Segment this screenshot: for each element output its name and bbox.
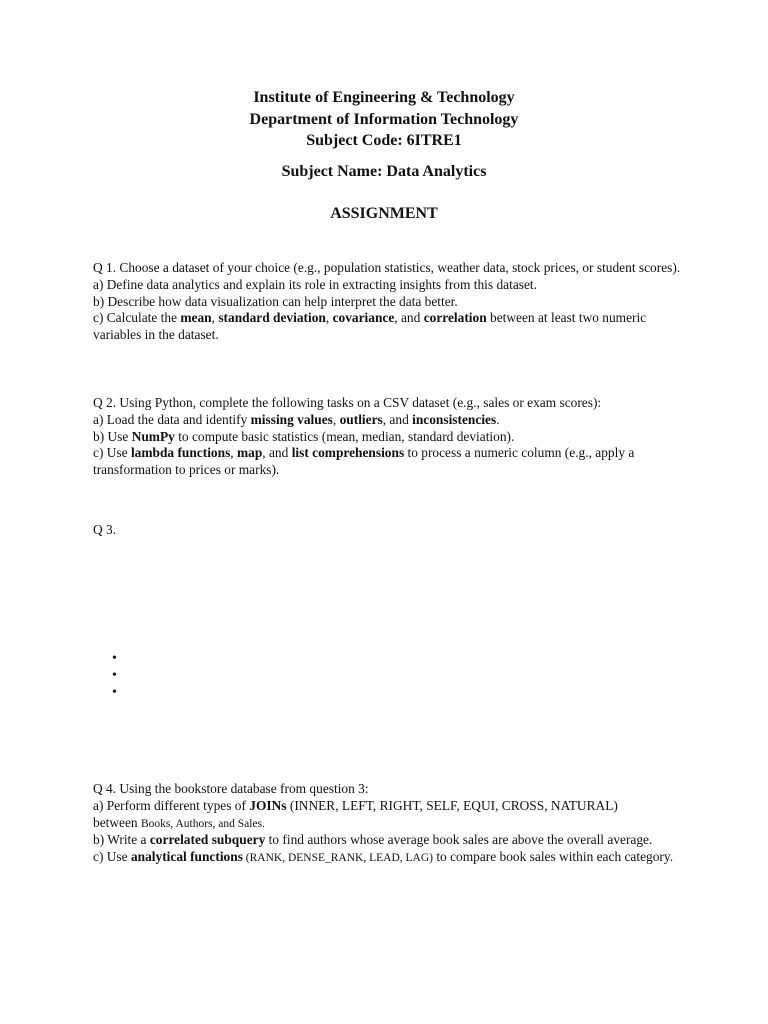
department-title: Department of Information Technology [249,111,519,128]
q4c-analytical-functions: analytical functions [130,849,243,865]
q2b-suffix: to compute basic statistics (mean, median, standard deviation). [174,428,515,444]
q4c-prefix: c) Use [93,849,131,865]
question-1-part-b: b) Describe how data visualization can help interpret the data better. [93,293,458,309]
q1c-cov: covariance [332,310,395,326]
question-3-bullet-list [112,650,117,701]
question-2-part-c [93,445,683,479]
question-4 [93,781,683,867]
q4c-functions: (RANK, DENSE_RANK, LEAD, LAG) [242,852,433,865]
q2a-sep2: , and [382,411,413,427]
q2a-prefix: a) Load the data and identify [93,411,251,427]
q4b-correlated-subquery: correlated subquery [149,832,266,848]
question-1 [93,260,683,344]
question-4-part-c [93,849,683,867]
q2a-missing: missing values [250,411,333,427]
q1c-sep3: , and [394,310,424,326]
q1c-mean: mean [180,310,212,326]
q2a-suffix: . [496,411,500,427]
q2c-sep1: , [230,445,237,461]
q4a-prefix: a) Perform different types of [93,797,250,813]
q2a-inconsistencies: inconsistencies [412,411,497,427]
question-1-part-c [93,310,683,344]
subject-name: Subject Name: Data Analytics [281,163,487,180]
question-2-part-b [93,429,683,446]
question-4-part-a [93,798,683,833]
subject-code: Subject Code: 6ITRE1 [306,132,462,149]
q4a-joins: JOINs [249,797,287,813]
question-3-label: Q 3. [93,522,117,537]
q2a-outliers: outliers [339,411,383,427]
question-2-intro: Q 2. Using Python, complete the following tasks on a CSV dataset (e.g., sales or exam scores): [93,395,602,410]
q2c-sep2: , and [262,445,292,461]
q4a-types: (INNER, LEFT, RIGHT, SELF, EQUI, CROSS, NATURAL) [286,797,618,813]
institute-title: Institute of Engineering & Technology [253,89,515,106]
q2c-lambda: lambda functions [130,445,231,461]
q4b-prefix: b) Write a [93,832,150,848]
q4a-tables: Books, Authors, and Sales. [140,817,265,830]
bullet-item: • [112,685,117,700]
question-1-intro: Q 1. Choose a dataset of your choice (e.g., population statistics, weather data, stock prices, or student scores). [93,260,681,275]
question-4-part-b [93,832,683,849]
q4c-suffix: to compare book sales within each category. [432,849,674,865]
q1c-prefix: c) Calculate the [93,310,181,326]
question-4-intro: Q 4. Using the bookstore database from question 3: [93,781,369,796]
q2c-list-comprehensions: list comprehensions [291,445,405,461]
q1c-std: standard deviation [218,310,326,326]
q4a-between: between [93,814,141,830]
q1c-suffix: between at least two numeric variables in the dataset. [93,310,647,343]
q2b-prefix: b) Use [93,428,132,444]
q2a-sep1: , [332,411,340,427]
question-1-part-a: a) Define data analytics and explain its role in extracting insights from this dataset. [93,276,537,292]
question-2-part-a [93,412,683,429]
question-2 [93,395,683,479]
q2c-prefix: c) Use [93,445,131,461]
q2c-suffix: to process a numeric column (e.g., apply a transformation to prices or marks). [93,445,635,478]
q4b-suffix: to find authors whose average book sales are above the overall average. [265,832,653,848]
q1c-corr: correlation [423,310,487,326]
bullet-item: • [112,668,117,683]
document-type-heading: ASSIGNMENT [330,205,438,222]
q1c-sep2: , [325,310,333,326]
q1c-sep1: , [211,310,219,326]
q2b-numpy: NumPy [131,428,175,444]
q2c-map: map [236,445,263,461]
question-3 [93,522,683,539]
bullet-item: • [112,651,117,666]
